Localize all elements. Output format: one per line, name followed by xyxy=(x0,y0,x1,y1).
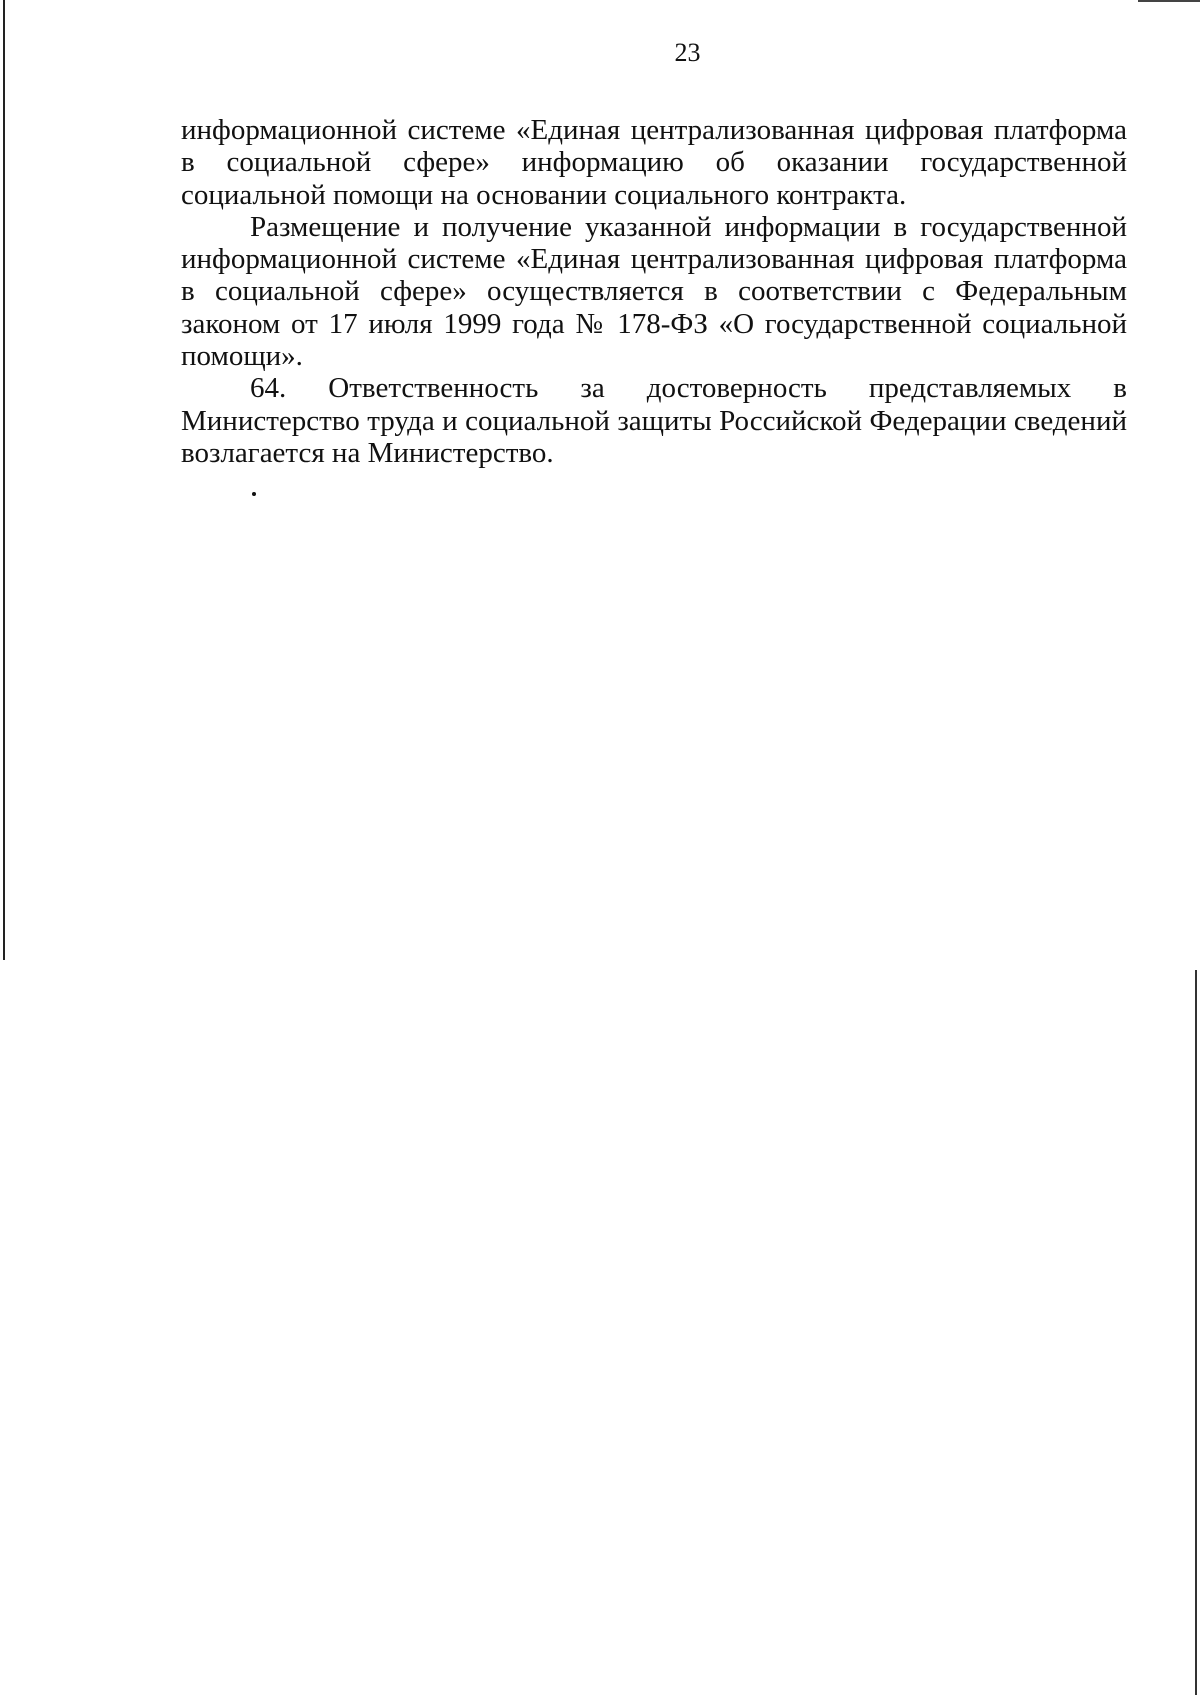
scan-edge-left xyxy=(3,0,5,960)
text-line: социальной сфере» информацию об оказании государственной социальной xyxy=(181,146,1128,211)
page-number: 23 xyxy=(674,38,701,67)
text-line: информационной системе «Единая централизованная цифровая платформа в xyxy=(181,243,1127,308)
text-line: Министерство. xyxy=(367,436,554,469)
scan-edge-top xyxy=(1138,0,1200,2)
paragraph-continuation xyxy=(181,114,1127,211)
paragraph-placement xyxy=(181,211,1127,372)
text-line: 64. Ответственность за достоверность представляемых в Министерство xyxy=(181,372,1127,437)
stray-dot xyxy=(252,492,256,496)
scan-edge-right xyxy=(1195,970,1197,1695)
document-body xyxy=(181,114,1127,469)
text-line: Размещение и получение указанной информации в государственной xyxy=(250,210,1127,243)
text-line: информационной системе «Единая централизованная цифровая платформа в xyxy=(181,114,1127,179)
text-line: социальной сфере» осуществляется в соответствии с Федеральным законом xyxy=(181,275,1128,340)
text-line: от 17 июля 1999 года № 178-ФЗ «О государственной социальной помощи». xyxy=(181,307,1128,373)
text-line: труда и социальной защиты Российской Федерации сведений возлагается на xyxy=(181,404,1127,469)
text-line: помощи на основании социального контракта. xyxy=(333,178,907,211)
paragraph-64 xyxy=(181,372,1127,469)
